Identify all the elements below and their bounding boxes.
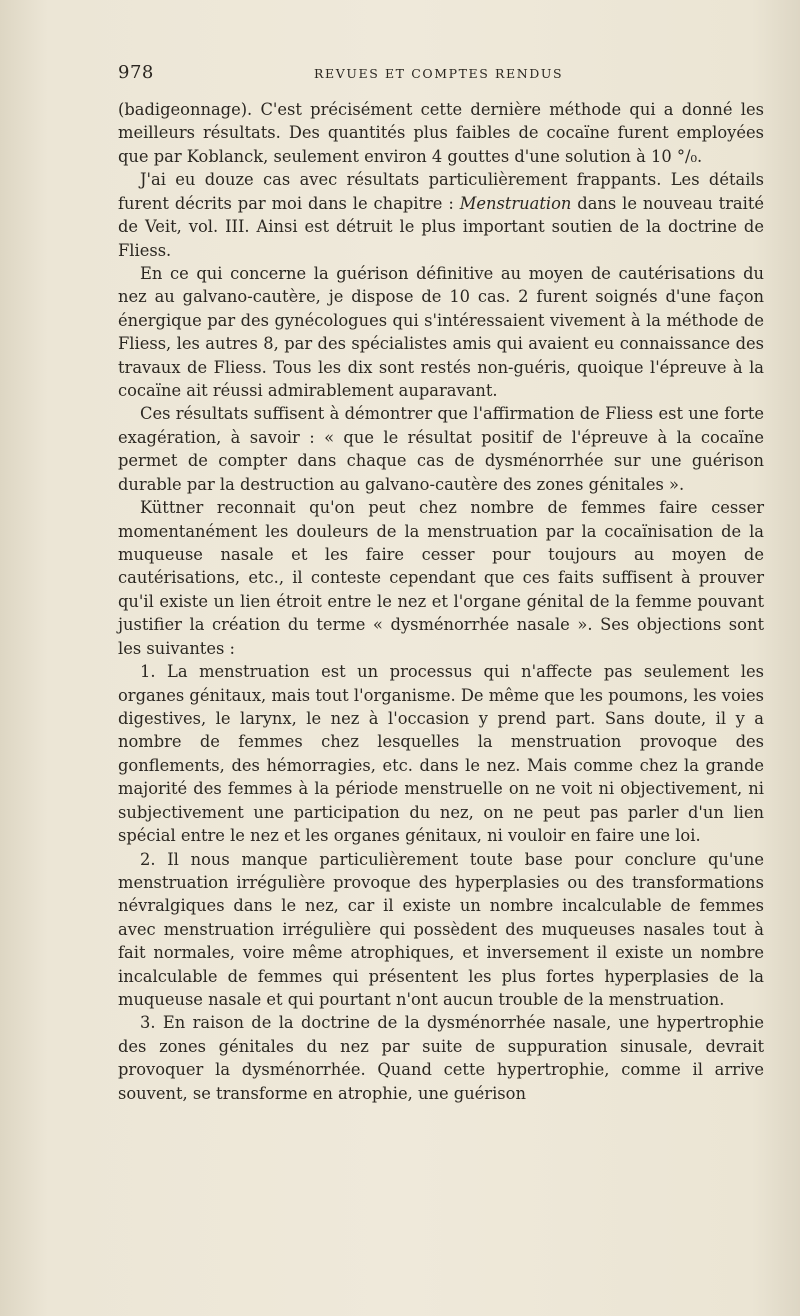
- paragraph-kuttner: Küttner reconnait qu'on peut chez nombre de femmes faire cesser momentanément les douleurs de la menstruation par la cocaïnisation de la muqueuse nasale et les faire cesser pour toujours au moyen de cautérisations, etc., il conteste cependant que ces faits suffisent à prouver qu'il existe un lien étroit entre le nez et l'organe génital de la femme pouvant justifier la création du terme « dysménorrhée nasale ». Ses objections sont les suivantes :: [118, 498, 764, 658]
- paragraph-galvano-cautere: En ce qui concerne la guérison définitive au moyen de cautérisations du nez au galvano-cautère, je dispose de 10 cas. 2 furent soignés d'une façon énergique par des gynécologues qui s'intéressaient vivement à la méthode de Fliess, les autres 8, par des spécialistes amis qui avaient eu connaissance des travaux de Fliess. Tous les dix sont restés non-guéris, quoique l'épreuve à la cocaïne ait réussi admirablement auparavant.: [118, 263, 764, 401]
- body-text: [118, 98, 764, 1105]
- page-number: 978: [118, 62, 154, 83]
- objection-2: 2. Il nous manque particulièrement toute base pour conclure qu'une menstruation irrégulière provoque des hyperplasies ou des transformations névralgiques dans le nez, car il existe un nombre incalculable de femmes avec menstruation irrégulière qui possèdent des muqueuses nasales tout à fait normales, voire même atrophiques, et inversement il existe un nombre incalculable de femmes qui présentent les plus fortes hyperplasies de la muqueuse nasale et qui pourtant n'ont aucun trouble de la menstruation.: [118, 849, 764, 1010]
- paragraph-twelve-cases-text-a: J'ai eu douze cas avec résultats particulièrement frappants. Les détails furent décrits par moi dans le chapitre :: [118, 170, 764, 213]
- paragraph-twelve-cases-text-b: dans le nouveau traité de Veit, vol. III. Ainsi est détruit le plus important soutien de la doctrine de Fliess.: [118, 193, 764, 260]
- page-header: [118, 62, 758, 86]
- objection-3: 3. En raison de la doctrine de la dysménorrhée nasale, une hypertrophie des zones génitales du nez par suite de suppuration sinusale, devrait provoquer la dysménorrhée. Quand cette hypertrophie, comme il arrive souvent, se transforme en atrophie, une guérison: [118, 1013, 764, 1103]
- paragraph-continuation: (badigeonnage). C'est précisément cette dernière méthode qui a donné les meilleurs résultats. Des quantités plus faibles de cocaïne furent employées que par Koblanck, seulement environ 4 gouttes d'une solution à 10 °/₀.: [118, 100, 764, 166]
- paragraph-resultats: Ces résultats suffisent à démontrer que l'affirmation de Fliess est une forte exagération, à savoir : « que le résultat positif de l'épreuve à la cocaïne permet de compter dans chaque cas de dysménorrhée sur une guérison durable par la destruction au galvano-cautère des zones génitales ».: [118, 404, 764, 494]
- paragraph-twelve-cases: [118, 168, 764, 262]
- chapter-title-menstruation: Menstruation: [459, 193, 572, 213]
- running-head: REVUES ET COMPTES RENDUS: [314, 66, 564, 81]
- objection-1: 1. La menstruation est un processus qui n'affecte pas seulement les organes génitaux, mais tout l'organisme. De même que les poumons, les voies digestives, le larynx, le nez à l'occasion y prend part. Sans doute, il y a nombre de femmes chez lesquelles la menstruation provoque des gonflements, des hémorragies, etc. dans le nez. Mais comme chez la grande majorité des femmes à la période menstruelle on ne voit ni objectivement, ni subjectivement une participation du nez, on ne peut pas parler d'un lien spécial entre le nez et les organes génitaux, ni vouloir en faire une loi.: [118, 662, 764, 846]
